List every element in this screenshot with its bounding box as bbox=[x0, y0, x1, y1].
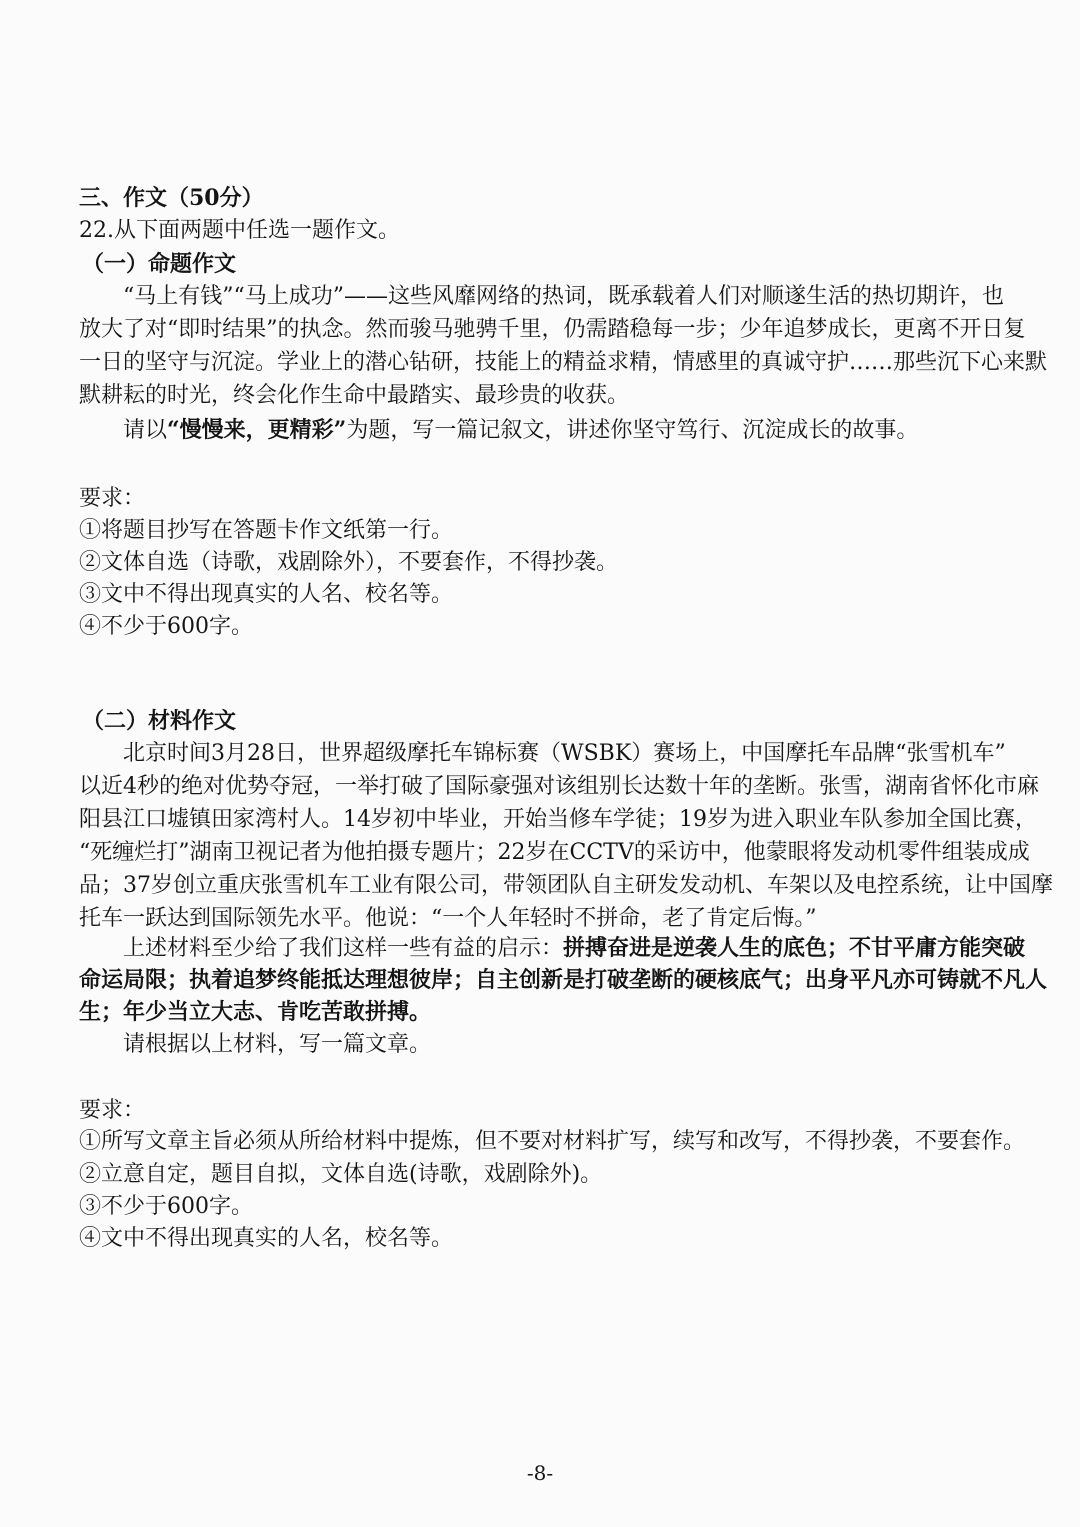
part1-requirements-label: 要求： bbox=[79, 486, 146, 511]
part2-requirement-item: ①所写文章主旨必须从所给材料中提炼，但不要对材料扩写，续写和改写，不得抄袭，不要套作。 bbox=[79, 1129, 1026, 1154]
part1-requirement-item: ①将题目抄写在答题卡作文纸第一行。 bbox=[79, 518, 454, 543]
part2-requirement-item: ②立意自定，题目自拟，文体自选(诗歌，戏剧除外)。 bbox=[79, 1162, 603, 1187]
part1-prompt-before: 请以 bbox=[123, 418, 168, 443]
part2-paragraph-line: 品；37岁创立重庆张雪机车工业有限公司，带领团队自主研发发动机、车架以及电控系统，让中国摩 bbox=[79, 873, 1053, 898]
part2-paragraph-line: 以近4秒的绝对优势夺冠，一举打破了国际豪强对该组别长达数十年的垄断。张雪，湖南省怀化市麻 bbox=[79, 774, 1040, 799]
part1-title: （一）命题作文 bbox=[82, 251, 237, 277]
part2-insight-line bbox=[123, 931, 1025, 966]
part2-insight-bold: 自主创新是打破垄断的硬核底气；出身平凡亦可铸就不凡人 bbox=[475, 967, 1048, 993]
part2-paragraph-line: 托车一跃达到国际领先水平。他说：“一个人年轻时不拼命，老了肯定后悔。” bbox=[79, 906, 817, 931]
part2-prompt: 请根据以上材料，写一篇文章。 bbox=[123, 1032, 432, 1057]
part1-prompt bbox=[123, 413, 918, 448]
part2-paragraph-line: 北京时间3月28日，世界超级摩托车锦标赛（WSBK）赛场上，中国摩托车品牌“张雪机车” bbox=[123, 741, 1006, 766]
part1-requirement-item: ②文体自选（诗歌，戏剧除外），不要套作，不得抄袭。 bbox=[79, 550, 619, 575]
part1-prompt-title: “慢慢来，更精彩” bbox=[167, 417, 347, 443]
part2-requirement-item: ④文中不得出现真实的人名，校名等。 bbox=[79, 1226, 454, 1251]
part2-paragraph-line: “死缠烂打”湖南卫视记者为他拍摄专题片；22岁在CCTV的采访中，他蒙眼将发动机零件组装成成 bbox=[79, 840, 1030, 865]
part2-insight-bold: 生；年少当立大志、肯吃苦敢拼搏。 bbox=[79, 999, 432, 1025]
part1-prompt-after: 为题，写一篇记叙文，讲述你坚守笃行、沉淀成长的故事。 bbox=[346, 418, 919, 443]
question-line: 22.从下面两题中任选一题作文。 bbox=[79, 218, 400, 243]
part2-insight-line bbox=[79, 963, 1047, 998]
part1-requirement-item: ④不少于600字。 bbox=[79, 614, 253, 639]
section-title: 三、作文（50分） bbox=[79, 185, 264, 211]
part2-insight-bold: 拼搏奋进是逆袭人生的底色；不甘平庸方能突破 bbox=[563, 935, 1026, 961]
part2-paragraph-line: 阳县江口墟镇田家湾村人。14岁初中毕业，开始当修车学徒；19岁为进入职业车队参加全国比赛， bbox=[79, 807, 1037, 832]
part1-paragraph-line: “马上有钱”“马上成功”——这些风靡网络的热词，既承载着人们对顺遂生活的热切期许，也 bbox=[123, 284, 1004, 309]
part1-paragraph-line: 一日的坚守与沉淀。学业上的潜心钻研，技能上的精益求精，情感里的真诚守护……那些沉下心来默 bbox=[79, 350, 1048, 375]
part2-title: （二）材料作文 bbox=[82, 708, 237, 734]
part1-requirement-item: ③文中不得出现真实的人名、校名等。 bbox=[79, 582, 454, 607]
part2-requirement-item: ③不少于600字。 bbox=[79, 1194, 253, 1219]
part2-insight-before: 上述材料至少给了我们这样一些有益的启示： bbox=[123, 936, 564, 961]
part1-paragraph-line: 默耕耘的时光，终会化作生命中最踏实、最珍贵的收获。 bbox=[79, 383, 630, 408]
part2-insight-bold: 命运局限；执着追梦终能抵达理想彼岸； bbox=[79, 967, 476, 993]
page-number: -8- bbox=[526, 1461, 554, 1485]
part2-requirements-label: 要求： bbox=[79, 1098, 146, 1123]
part1-paragraph-line: 放大了对“即时结果”的执念。然而骏马驰骋千里，仍需踏稳每一步；少年追梦成长，更离不开日复 bbox=[79, 317, 1026, 342]
